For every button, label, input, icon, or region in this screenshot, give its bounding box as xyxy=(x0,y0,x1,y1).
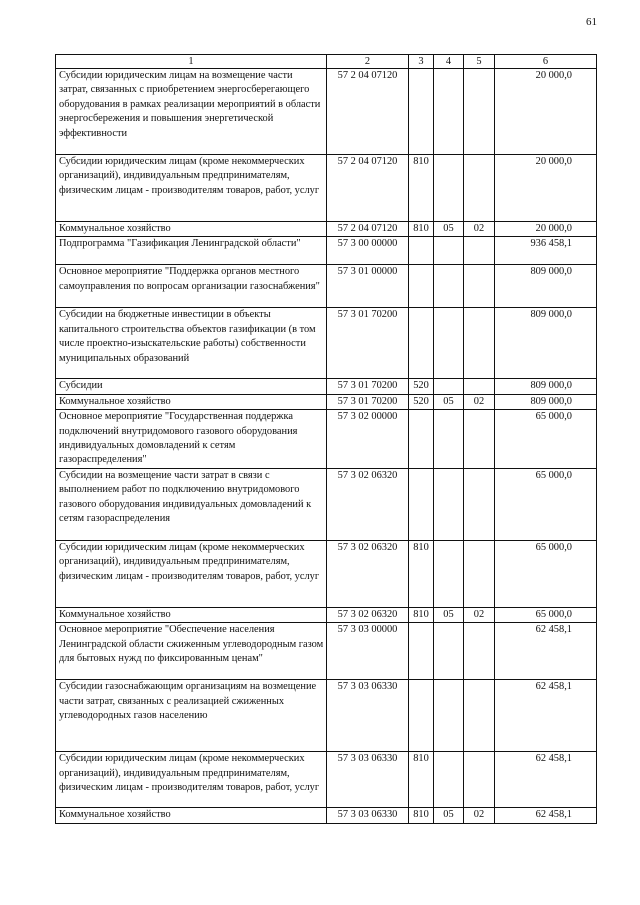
row-name-cell: Коммунальное хозяйство xyxy=(56,394,327,409)
row-subsection-cell xyxy=(464,69,495,155)
row-name-cell: Субсидии xyxy=(56,379,327,394)
row-expense-type-cell xyxy=(409,468,434,540)
row-sum-cell: 62 458,1 xyxy=(495,623,597,680)
row-subsection-cell: 02 xyxy=(464,222,495,237)
row-sum-cell: 809 000,0 xyxy=(495,379,597,394)
row-name-cell: Субсидии газоснабжающим организациям на возмещение части затрат, связанных с реализацией сжиженных углеводородных газов населению xyxy=(56,680,327,752)
row-name-cell: Субсидии юридическим лицам (кроме некоммерческих организаций), индивидуальным предпринимателям, физическим лицам - производителям товаров, работ, услуг xyxy=(56,752,327,808)
table-row xyxy=(56,410,597,469)
row-sum-cell: 936 458,1 xyxy=(495,237,597,265)
row-expense-type-cell: 810 xyxy=(409,607,434,622)
row-expense-type-cell xyxy=(409,265,434,308)
row-section-cell xyxy=(434,680,464,752)
row-expense-type-cell: 810 xyxy=(409,155,434,222)
row-sum-cell: 65 000,0 xyxy=(495,607,597,622)
row-section-cell xyxy=(434,623,464,680)
table-row xyxy=(56,155,597,222)
row-code-cell: 57 3 03 06330 xyxy=(327,808,409,823)
row-section-cell xyxy=(434,308,464,379)
row-code-cell: 57 3 02 06320 xyxy=(327,607,409,622)
row-name-cell: Подпрограмма "Газификация Ленинградской области" xyxy=(56,237,327,265)
row-section-cell xyxy=(434,155,464,222)
row-sum-cell: 20 000,0 xyxy=(495,155,597,222)
row-section-cell xyxy=(434,752,464,808)
row-name-cell: Основное мероприятие "Поддержка органов местного самоуправления по вопросам организации газоснабжения" xyxy=(56,265,327,308)
row-expense-type-cell: 810 xyxy=(409,808,434,823)
column-header: 5 xyxy=(464,55,495,69)
row-expense-type-cell: 810 xyxy=(409,752,434,808)
row-name-cell: Коммунальное хозяйство xyxy=(56,222,327,237)
row-expense-type-cell xyxy=(409,308,434,379)
row-code-cell: 57 3 00 00000 xyxy=(327,237,409,265)
row-section-cell: 05 xyxy=(434,394,464,409)
table-row xyxy=(56,379,597,394)
row-name-cell: Коммунальное хозяйство xyxy=(56,808,327,823)
row-name-cell: Основное мероприятие "Обеспечение населения Ленинградской области сжиженным углеводородным газом для бытовых нужд по фиксированным ценам" xyxy=(56,623,327,680)
row-subsection-cell xyxy=(464,623,495,680)
row-subsection-cell xyxy=(464,540,495,607)
row-expense-type-cell xyxy=(409,410,434,469)
table-row xyxy=(56,237,597,265)
row-code-cell: 57 2 04 07120 xyxy=(327,222,409,237)
row-sum-cell: 62 458,1 xyxy=(495,808,597,823)
row-subsection-cell xyxy=(464,680,495,752)
table-row xyxy=(56,265,597,308)
table-row xyxy=(56,222,597,237)
row-subsection-cell xyxy=(464,379,495,394)
row-section-cell xyxy=(434,540,464,607)
table-row xyxy=(56,752,597,808)
row-expense-type-cell xyxy=(409,237,434,265)
row-sum-cell: 809 000,0 xyxy=(495,308,597,379)
row-section-cell: 05 xyxy=(434,222,464,237)
table-row xyxy=(56,394,597,409)
column-header: 6 xyxy=(495,55,597,69)
row-code-cell: 57 3 02 06320 xyxy=(327,468,409,540)
row-expense-type-cell: 520 xyxy=(409,394,434,409)
row-expense-type-cell: 810 xyxy=(409,222,434,237)
row-sum-cell: 62 458,1 xyxy=(495,752,597,808)
row-section-cell xyxy=(434,379,464,394)
row-section-cell xyxy=(434,265,464,308)
row-name-cell: Субсидии юридическим лицам (кроме некоммерческих организаций), индивидуальным предпринимателям, физическим лицам - производителям товаров, работ, услуг xyxy=(56,155,327,222)
row-sum-cell: 65 000,0 xyxy=(495,410,597,469)
row-code-cell: 57 3 02 00000 xyxy=(327,410,409,469)
row-expense-type-cell: 810 xyxy=(409,540,434,607)
table-row xyxy=(56,680,597,752)
row-subsection-cell xyxy=(464,237,495,265)
row-section-cell xyxy=(434,468,464,540)
row-code-cell: 57 3 03 06330 xyxy=(327,752,409,808)
row-sum-cell: 809 000,0 xyxy=(495,394,597,409)
row-section-cell: 05 xyxy=(434,808,464,823)
row-section-cell xyxy=(434,237,464,265)
row-code-cell: 57 2 04 07120 xyxy=(327,155,409,222)
row-subsection-cell xyxy=(464,752,495,808)
column-header: 1 xyxy=(56,55,327,69)
row-sum-cell: 20 000,0 xyxy=(495,222,597,237)
row-subsection-cell xyxy=(464,410,495,469)
table-row xyxy=(56,69,597,155)
row-code-cell: 57 3 01 70200 xyxy=(327,308,409,379)
row-section-cell xyxy=(434,410,464,469)
budget-table xyxy=(55,54,597,824)
row-subsection-cell xyxy=(464,308,495,379)
row-subsection-cell xyxy=(464,468,495,540)
row-expense-type-cell: 520 xyxy=(409,379,434,394)
table-row xyxy=(56,540,597,607)
row-subsection-cell: 02 xyxy=(464,394,495,409)
column-header: 4 xyxy=(434,55,464,69)
table-row xyxy=(56,468,597,540)
page-number: 61 xyxy=(586,16,597,28)
row-expense-type-cell xyxy=(409,680,434,752)
column-header: 2 xyxy=(327,55,409,69)
row-name-cell: Субсидии юридическим лицам (кроме некоммерческих организаций), индивидуальным предпринимателям, физическим лицам - производителям товаров, работ, услуг xyxy=(56,540,327,607)
row-code-cell: 57 3 01 00000 xyxy=(327,265,409,308)
table-header-row xyxy=(56,55,597,69)
row-code-cell: 57 3 03 00000 xyxy=(327,623,409,680)
row-sum-cell: 20 000,0 xyxy=(495,69,597,155)
row-code-cell: 57 3 03 06330 xyxy=(327,680,409,752)
row-sum-cell: 65 000,0 xyxy=(495,468,597,540)
row-code-cell: 57 2 04 07120 xyxy=(327,69,409,155)
row-expense-type-cell xyxy=(409,69,434,155)
row-sum-cell: 65 000,0 xyxy=(495,540,597,607)
row-subsection-cell: 02 xyxy=(464,808,495,823)
table-row xyxy=(56,308,597,379)
row-expense-type-cell xyxy=(409,623,434,680)
row-subsection-cell: 02 xyxy=(464,607,495,622)
row-name-cell: Коммунальное хозяйство xyxy=(56,607,327,622)
row-sum-cell: 809 000,0 xyxy=(495,265,597,308)
table-body xyxy=(56,69,597,824)
row-section-cell: 05 xyxy=(434,607,464,622)
table-row xyxy=(56,808,597,823)
row-subsection-cell xyxy=(464,155,495,222)
row-name-cell: Субсидии на возмещение части затрат в связи с выполнением работ по подключению внутридомового газового оборудования индивидуальных домовладений к сетям газораспределения xyxy=(56,468,327,540)
column-header: 3 xyxy=(409,55,434,69)
row-sum-cell: 62 458,1 xyxy=(495,680,597,752)
row-name-cell: Основное мероприятие "Государственная поддержка подключений внутридомового газового оборудования индивидуальных домовладений к сетям газораспределения" xyxy=(56,410,327,469)
row-code-cell: 57 3 02 06320 xyxy=(327,540,409,607)
row-name-cell: Субсидии на бюджетные инвестиции в объекты капитального строительства объектов газификации (в том числе проектно-изыскательские работы) собственности муниципальных образований xyxy=(56,308,327,379)
table-row xyxy=(56,623,597,680)
row-section-cell xyxy=(434,69,464,155)
table-row xyxy=(56,607,597,622)
row-code-cell: 57 3 01 70200 xyxy=(327,394,409,409)
row-name-cell: Субсидии юридическим лицам на возмещение части затрат, связанных с приобретением энергосберегающего оборудования в рамках реализации мероприятий в области энергосбережения и повышения энергетической эффективности xyxy=(56,69,327,155)
row-subsection-cell xyxy=(464,265,495,308)
row-code-cell: 57 3 01 70200 xyxy=(327,379,409,394)
